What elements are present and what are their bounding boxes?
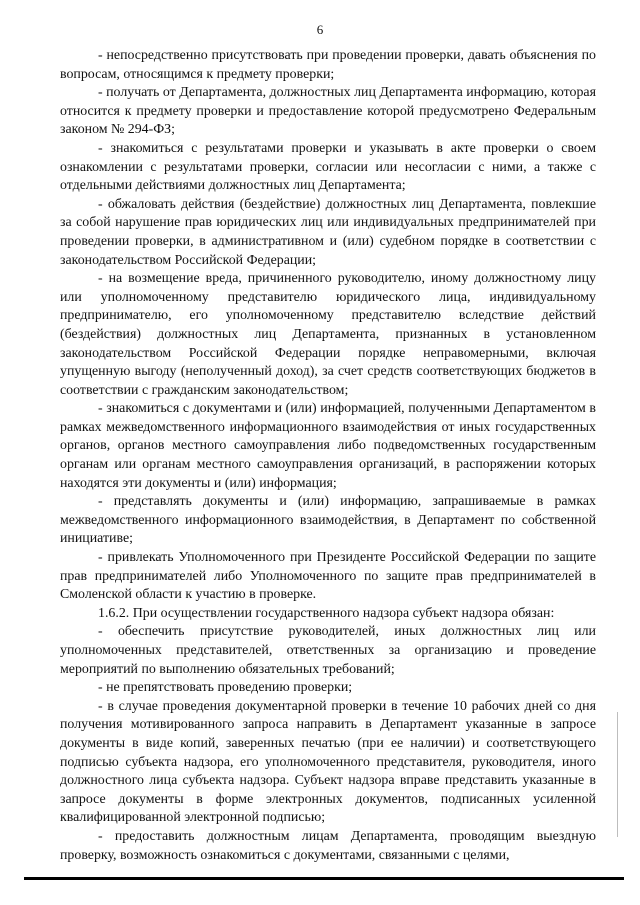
bottom-rule	[24, 877, 624, 880]
paragraph-right-appeal: - обжаловать действия (бездействие) должностных лиц Департамента, повлекшие за собой нарушение прав юридических лиц или индивидуальных предпринимателей при проведении проверки, в административном и (или) судебном порядке в соответствии с законодательством Российской Федерации;	[60, 196, 596, 268]
paragraph-right-involve-ombudsman: - привлекать Уполномоченного при Президенте Российской Федерации по защите прав предпринимателей либо Уполномоченного по защите прав предпринимателей в Смоленской области к участию в проверке.	[60, 550, 596, 603]
document-body	[60, 47, 596, 865]
paragraph-right-review-results: - знакомиться с результатами проверки и указывать в акте проверки о своем ознакомлении с результатами проверки, согласии или несогласии с ними, а также с отдельными действиями должностных лиц Департамента;	[60, 140, 596, 194]
scan-artifact-line	[617, 712, 618, 837]
subsection-heading-obligations: 1.6.2. При осуществлении государственного надзора субъект надзора обязан:	[98, 605, 555, 621]
paragraph-duty-send-documents: - в случае проведения документарной проверки в течение 10 рабочих дней со дня получения мотивированного запроса направить в Департамент указанные в запросе документы в виде копий, заверенных печатью (при ее наличии) и соответствующего подписью субъекта надзора, его уполномоченного представителя, руководителя, иного должностного лица субъекта надзора. Субъект надзора вправе представить указанные в запросе документы в форме электронных документов, подписанных усиленной квалифицированной электронной подписью;	[60, 698, 596, 826]
paragraph-right-compensation: - на возмещение вреда, причиненного руководителю, иному должностному лицу или уполномоченному представителю юридического лица, индивидуальному предпринимателю, его уполномоченному представителю вследствие действий (бездействия) должностных лиц Департамента, признанных в установленном законодательством Российской Федерации порядке неправомерными, включая упущенную выгоду (неполученный доход), за счет средств соответствующих бюджетов в соответствии с гражданским законодательством;	[60, 271, 596, 398]
page-number: 6	[316, 22, 324, 37]
paragraph-right-receive-info: - получать от Департамента, должностных лиц Департамента информацию, которая относится к предмету проверки и предоставление которой предусмотрено Федеральным законом № 294-ФЗ;	[60, 85, 596, 138]
paragraph-right-view-documents: - знакомиться с документами и (или) информацией, полученными Департаментом в рамках межведомственного информационного взаимодействия от иных государственных органов, органов местного самоуправления либо подведомственных государственным органам или органам местного самоуправления организаций, в распоряжении которых находятся эти документы и (или) информация;	[60, 401, 596, 491]
paragraph-right-submit-documents: - представлять документы и (или) информацию, запрашиваемые в рамках межведомственного информационного взаимодействия, в Департамент по собственной инициативе;	[60, 494, 596, 547]
paragraph-duty-ensure-presence: - обеспечить присутствие руководителей, иных должностных лиц или уполномоченных представителей, ответственных за организацию и проведение мероприятий по выполнению обязательных требований;	[60, 624, 596, 677]
paragraph-duty-provide-access: - предоставить должностным лицам Департамента, проводящим выездную проверку, возможность ознакомиться с документами, связанными с целями,	[60, 828, 596, 863]
paragraph-right-attend: - непосредственно присутствовать при проведении проверки, давать объяснения по вопросам, относящимся к предмету проверки;	[60, 48, 596, 82]
paragraph-duty-not-obstruct: - не препятствовать проведению проверки;	[98, 680, 353, 696]
